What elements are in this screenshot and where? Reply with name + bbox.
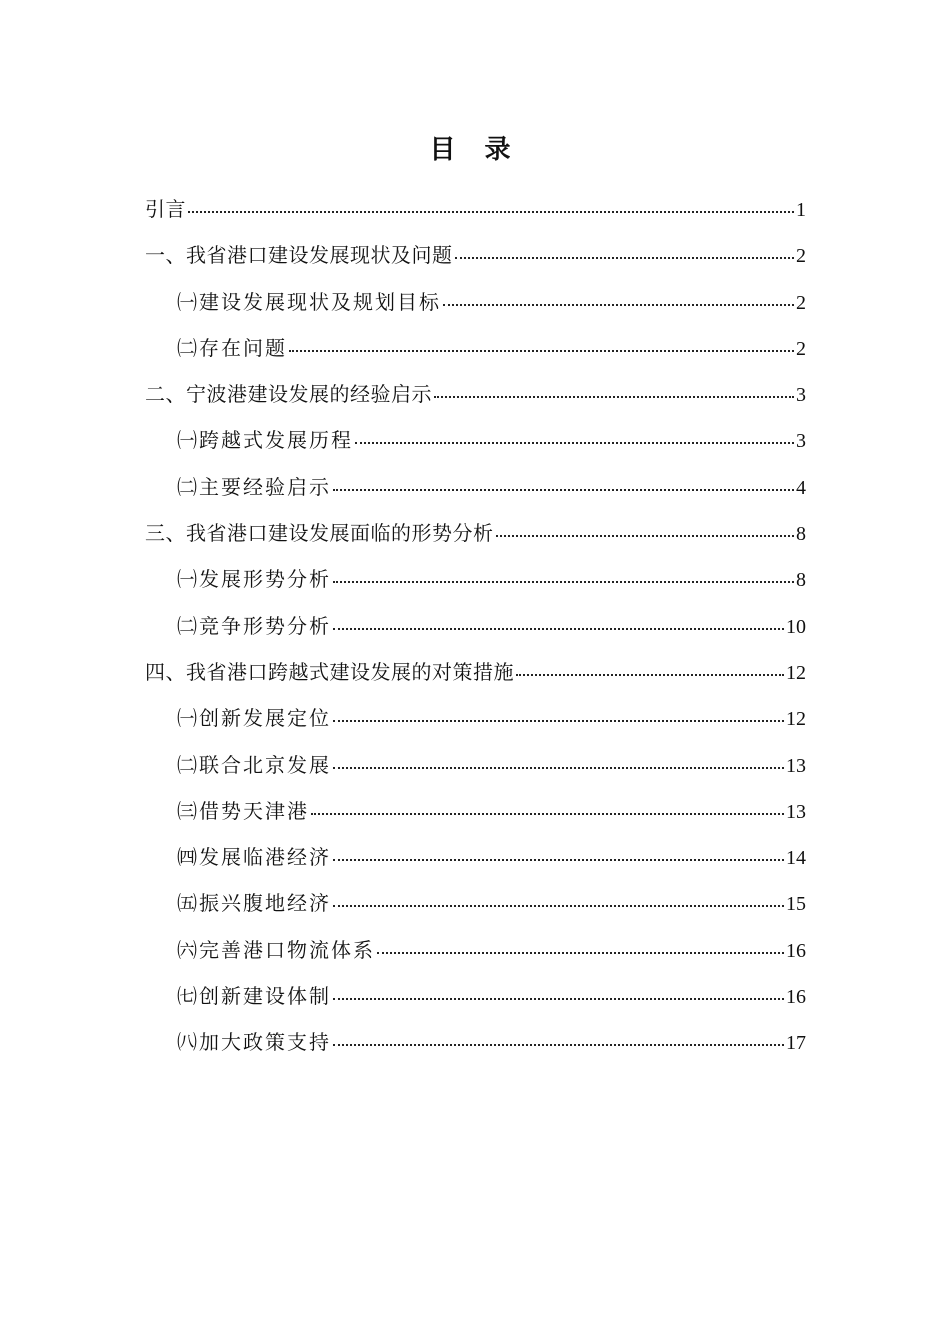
toc-page-number: 2 [796,291,806,314]
toc-entry-label: ㈢借势天津港 [177,798,309,823]
dot-leader [188,210,794,213]
toc-entry-subsection[interactable] [145,556,806,602]
toc-page-number: 15 [786,893,806,916]
dot-leader [311,812,784,815]
dot-leader [333,1043,784,1046]
toc-entry-subsection[interactable] [145,973,806,1019]
toc-page-number: 1 [796,199,806,221]
dot-leader [333,766,784,769]
toc-page-number: 8 [796,569,806,592]
toc-entry-label: 二、宁波港建设发展的经验启示 [145,382,432,407]
toc-entry-label: ㈡存在问题 [177,335,287,360]
dot-leader [333,858,784,861]
toc-page-number: 16 [786,939,806,962]
toc-entry-label: ㈠发展形势分析 [177,567,331,592]
toc-entry-label: 三、我省港口建设发展面临的形势分析 [145,521,494,546]
dot-leader [455,256,795,259]
toc-entry-subsection[interactable] [145,603,806,649]
toc-entry-label: ㈡竞争形势分析 [177,613,331,638]
dot-leader [333,580,794,583]
toc-entry-subsection[interactable] [145,279,806,325]
toc-entry-label: ㈦创新建设体制 [177,984,331,1009]
table-of-contents [145,186,806,1066]
toc-entry-label: ㈠创新发展定位 [177,706,331,731]
toc-entry-label: 一、我省港口建设发展现状及问题 [145,243,453,268]
dot-leader [496,534,795,537]
toc-page-number: 8 [796,523,806,546]
toc-page-number: 2 [796,337,806,360]
toc-page-number: 2 [796,245,806,268]
toc-entry-label: ㈠跨越式发展历程 [177,428,353,453]
toc-page-number: 12 [786,708,806,731]
toc-page-number: 3 [796,384,806,407]
dot-leader [516,673,784,676]
toc-entry-subsection[interactable] [145,695,806,741]
toc-page-number: 16 [786,986,806,1009]
dot-leader [333,904,784,907]
toc-entry-subsection[interactable] [145,1019,806,1065]
toc-entry-label: ㈤振兴腹地经济 [177,891,331,916]
toc-entry-section-3[interactable] [145,510,806,556]
toc-entry-subsection[interactable] [145,880,806,926]
toc-entry-subsection[interactable] [145,464,806,510]
toc-entry-label: ㈠建设发展现状及规划目标 [177,289,441,314]
toc-entry-subsection[interactable] [145,742,806,788]
dot-leader [333,488,794,491]
dot-leader [377,951,784,954]
toc-entry-label: 四、我省港口跨越式建设发展的对策措施 [145,659,514,684]
toc-entry-label: ㈥完善港口物流体系 [177,937,375,962]
toc-page-number: 17 [786,1032,806,1055]
toc-page-number: 13 [786,800,806,823]
toc-page-number: 10 [786,615,806,638]
toc-entry-label: 引言 [145,197,186,221]
dot-leader [333,719,784,722]
dot-leader [289,349,794,352]
toc-entry-subsection[interactable] [145,325,806,371]
dot-leader [333,627,784,630]
page-title: 目 录 [429,135,521,165]
toc-entry-section-2[interactable] [145,371,806,417]
toc-entry-label: ㈣发展临港经济 [177,845,331,870]
dot-leader [434,395,794,398]
toc-entry-intro[interactable] [145,186,806,232]
toc-entry-section-1[interactable] [145,232,806,278]
toc-entry-subsection[interactable] [145,834,806,880]
dot-leader [443,303,794,306]
toc-entry-label: ㈡联合北京发展 [177,752,331,777]
toc-page-number: 3 [796,430,806,453]
toc-entry-subsection[interactable] [145,788,806,834]
toc-page-number: 13 [786,754,806,777]
toc-entry-subsection[interactable] [145,417,806,463]
toc-entry-label: ㈡主要经验启示 [177,474,331,499]
toc-page-number: 14 [786,847,806,870]
toc-page-number: 4 [796,476,806,499]
toc-page-number: 12 [786,661,806,684]
dot-leader [333,997,784,1000]
dot-leader [355,441,794,444]
toc-entry-section-4[interactable] [145,649,806,695]
toc-entry-subsection[interactable] [145,927,806,973]
toc-entry-label: ㈧加大政策支持 [177,1030,331,1055]
